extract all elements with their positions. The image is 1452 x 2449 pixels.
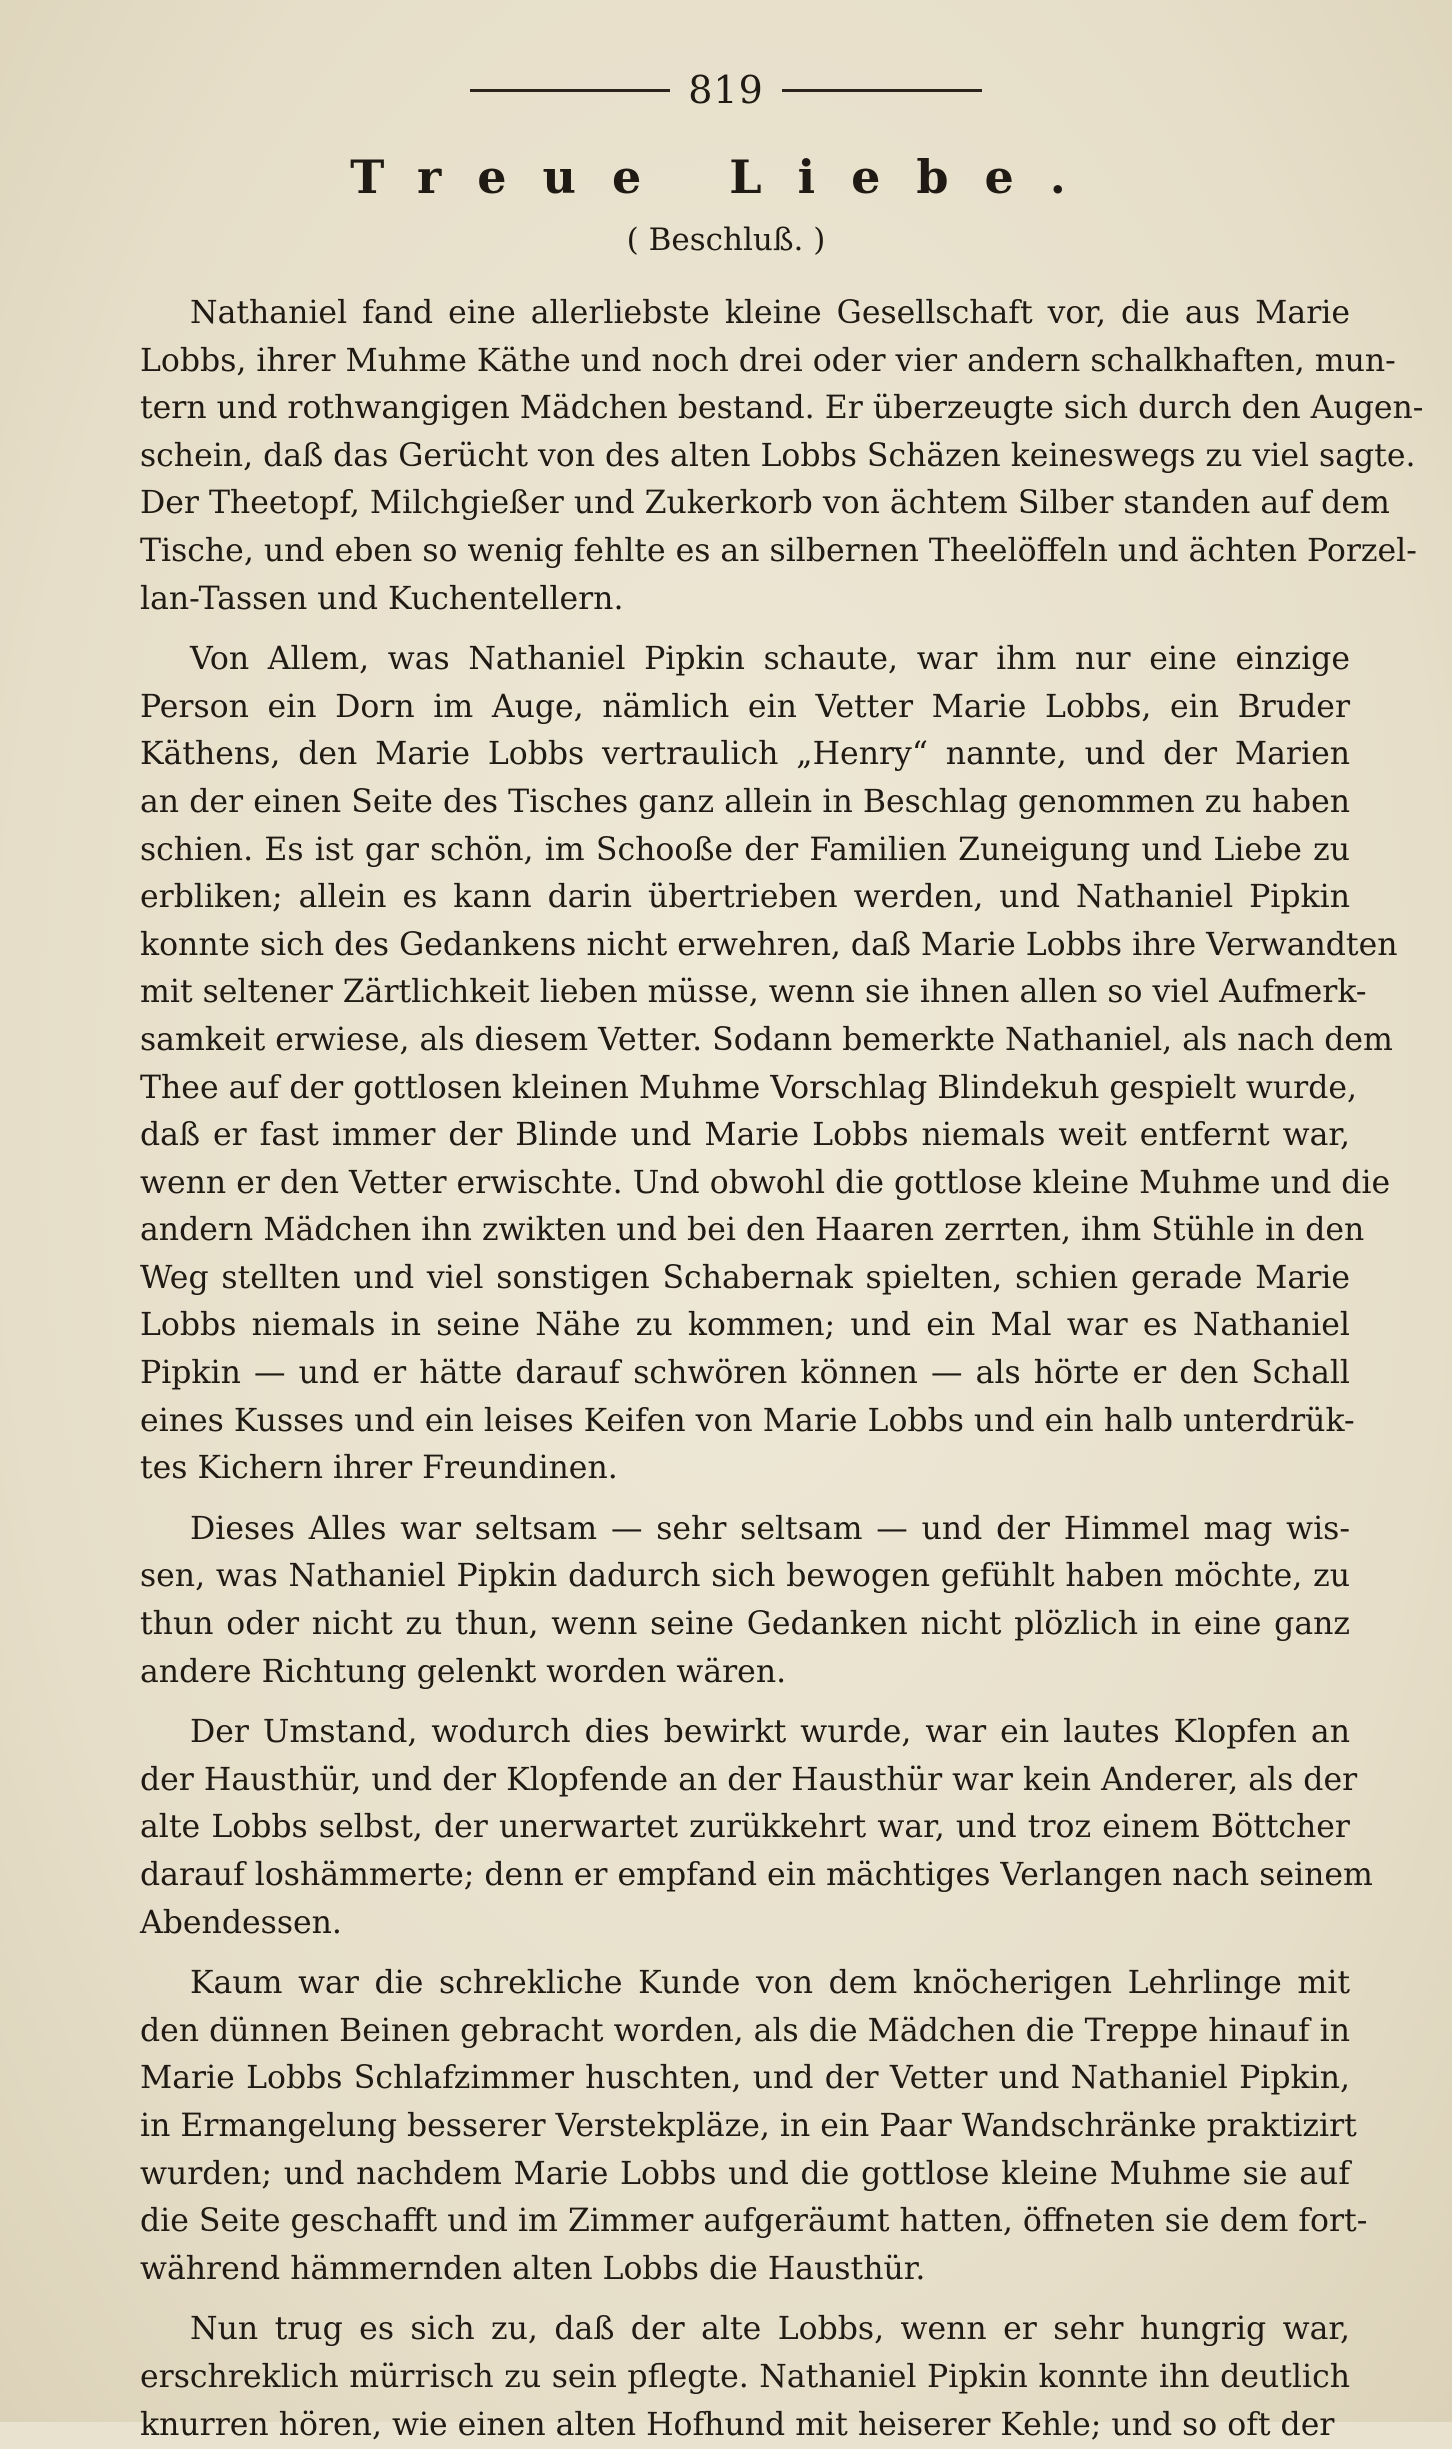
text-line: samkeit erwiese, als diesem Vetter. Sodann bemerkte Nathaniel, als nach dem bbox=[140, 1021, 1393, 1058]
text-line: Lobbs niemals in seine Nähe zu kommen; und ein Mal war es Nathaniel bbox=[140, 1307, 1350, 1344]
text-line: Käthens, den Marie Lobbs vertraulich „Henry“ nannte, und der Marien bbox=[140, 736, 1350, 773]
text-line: tes Kichern ihrer Freundinen. bbox=[140, 1450, 618, 1487]
text-line: den dünnen Beinen gebracht worden, als die Mädchen die Treppe hinauf in bbox=[140, 2012, 1351, 2049]
text-line: konnte sich des Gedankens nicht erwehren, daß Marie Lobbs ihre Verwandten bbox=[140, 926, 1398, 963]
paragraph bbox=[140, 2306, 1350, 2449]
text-line: Tische, und eben so wenig fehlte es an silbernen Theelöffeln und ächten Porzel- bbox=[140, 532, 1417, 569]
paragraph bbox=[140, 1960, 1368, 2293]
text-line: eines Kusses und ein leises Keifen von Marie Lobbs und ein halb unterdrük- bbox=[140, 1402, 1355, 1439]
text-line: Weg stellten und viel sonstigen Schabernak spielten, schien gerade Marie bbox=[140, 1259, 1350, 1296]
text-line: Pipkin — und er hätte darauf schwören können — als hörte er den Schall bbox=[140, 1355, 1350, 1392]
page-header bbox=[0, 68, 1452, 112]
text-line: Marie Lobbs Schlafzimmer huschten, und der Vetter und Nathaniel Pipkin, bbox=[140, 2060, 1350, 2097]
header-rule-left bbox=[470, 89, 670, 92]
text-line: erbliken; allein es kann darin übertrieben werden, und Nathaniel Pipkin bbox=[140, 879, 1350, 916]
text-line: die Seite geschafft und im Zimmer aufgeräumt hatten, öffneten sie dem fort- bbox=[140, 2203, 1368, 2240]
text-line: Der Umstand, wodurch dies bewirkt wurde, war ein lautes Klopfen an bbox=[190, 1714, 1350, 1751]
text-line: schien. Es ist gar schön, im Schooße der Familien Zuneigung und Liebe zu bbox=[140, 831, 1350, 868]
text-line: daß er fast immer der Blinde und Marie Lobbs niemals weit entfernt war, bbox=[140, 1117, 1350, 1154]
text-line: wenn er den Vetter erwischte. Und obwohl die gottlose kleine Muhme und die bbox=[140, 1164, 1391, 1201]
text-line: an der einen Seite des Tisches ganz allein in Beschlag genommen zu haben bbox=[140, 783, 1350, 820]
chapter-subtitle: ( Beschluß. ) bbox=[626, 222, 826, 258]
paragraph bbox=[140, 636, 1398, 1493]
text-line: Von Allem, was Nathaniel Pipkin schaute, war ihm nur eine einzige bbox=[190, 641, 1350, 678]
text-line: knurren hören, wie einen alten Hofhund mit heiserer Kehle; und so oft der bbox=[140, 2406, 1335, 2443]
paragraph bbox=[140, 1506, 1350, 1696]
text-line: andere Richtung gelenkt worden wären. bbox=[140, 1653, 787, 1690]
text-line: Abendessen. bbox=[140, 1904, 342, 1941]
text-line: Dieses Alles war seltsam — sehr seltsam — und der Himmel mag wis- bbox=[190, 1510, 1350, 1547]
text-line: Der Theetopf, Milchgießer und Zukerkorb von ächtem Silber standen auf dem bbox=[140, 485, 1390, 522]
text-line: Person ein Dorn im Auge, nämlich ein Vetter Marie Lobbs, ein Bruder bbox=[140, 688, 1350, 725]
text-line: in Ermangelung besserer Verstekpläze, in ein Paar Wandschränke praktizirt bbox=[140, 2107, 1357, 2144]
text-line: Kaum war die schrekliche Kunde von dem knöcherigen Lehrlinge mit bbox=[190, 1965, 1350, 2002]
text-line: sen, was Nathaniel Pipkin dadurch sich bewogen gefühlt haben möchte, zu bbox=[140, 1558, 1350, 1595]
text-line: erschreklich mürrisch zu sein pflegte. Nathaniel Pipkin konnte ihn deutlich bbox=[140, 2358, 1350, 2395]
text-line: tern und rothwangigen Mädchen bestand. Er überzeugte sich durch den Augen- bbox=[140, 390, 1424, 427]
header-rule-right bbox=[782, 89, 982, 92]
text-line: thun oder nicht zu thun, wenn seine Gedanken nicht plözlich in eine ganz bbox=[140, 1606, 1350, 1643]
text-line: andern Mädchen ihn zwikten und bei den Haaren zerrten, ihm Stühle in den bbox=[140, 1212, 1365, 1249]
page-number: 819 bbox=[688, 68, 764, 112]
text-line: Nun trug es sich zu, daß der alte Lobbs, wenn er sehr hungrig war, bbox=[190, 2311, 1350, 2348]
text-line: Lobbs, ihrer Muhme Käthe und noch drei oder vier andern schalkhaften, mun- bbox=[140, 342, 1396, 379]
body-text bbox=[140, 290, 1424, 2449]
paragraph bbox=[140, 1709, 1373, 1947]
text-line: wurden; und nachdem Marie Lobbs und die gottlose kleine Muhme sie auf bbox=[140, 2155, 1350, 2192]
text-line: während hämmernden alten Lobbs die Hausthür. bbox=[140, 2250, 926, 2287]
chapter-title: Treue Liebe. bbox=[350, 150, 1102, 204]
text-line: lan-Tassen und Kuchentellern. bbox=[140, 580, 624, 617]
text-line: der Hausthür, und der Klopfende an der Hausthür war kein Anderer, als der bbox=[140, 1761, 1358, 1798]
paragraph bbox=[140, 290, 1424, 623]
text-line: Thee auf der gottlosen kleinen Muhme Vorschlag Blindekuh gespielt wurde, bbox=[140, 1069, 1358, 1106]
text-line: mit seltener Zärtlichkeit lieben müsse, wenn sie ihnen allen so viel Aufmerk- bbox=[140, 974, 1367, 1011]
text-line: alte Lobbs selbst, der unerwartet zurükkehrt war, und troz einem Böttcher bbox=[140, 1809, 1350, 1846]
text-line: Nathaniel fand eine allerliebste kleine Gesellschaft vor, die aus Marie bbox=[190, 295, 1350, 331]
text-line: darauf loshämmerte; denn er empfand ein mächtiges Verlangen nach seinem bbox=[140, 1857, 1373, 1893]
text-line: schein, daß das Gerücht von des alten Lobbs Schäzen keineswegs zu viel sagte. bbox=[140, 437, 1416, 474]
